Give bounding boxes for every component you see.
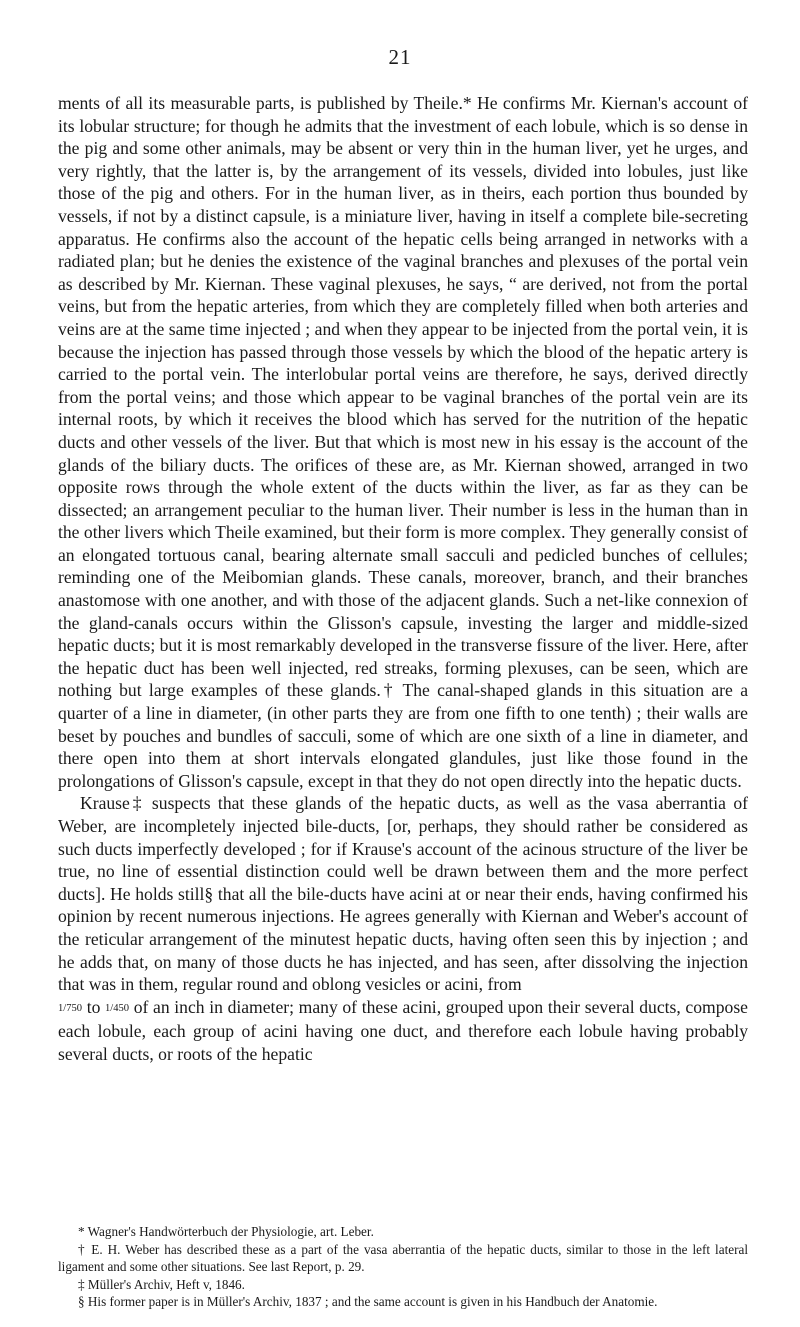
fraction-1: 1/750	[58, 1002, 83, 1014]
footnote-2: † E. H. Weber has described these as a part of the vasa aberrantia of the hepatic ducts, similar to those in the left lateral ligament and some other situations. See last Report, p. 29.	[58, 1241, 748, 1274]
body-text	[58, 92, 748, 1066]
paragraph-3: of an inch in diameter; many of these acini, grouped upon their several ducts, compose each lobule, each group of acini having one duct, and therefore each lobule having probably several ducts, or roots of the hepatic	[58, 996, 748, 1064]
footnote-3: ‡ Müller's Archiv, Heft v, 1846.	[78, 1276, 245, 1292]
paragraph-2-continued	[58, 996, 748, 1066]
footnote-1: * Wagner's Handwörterbuch der Physiologie, art. Leber.	[78, 1224, 374, 1239]
page-number: 21	[388, 45, 412, 69]
footnotes	[58, 1223, 748, 1311]
footnote-4: § His former paper is in Müller's Archiv, 1837 ; and the same account is given in his Handbuch der Anatomie.	[78, 1294, 658, 1309]
fraction-2: 1/450	[105, 1002, 130, 1014]
paragraph-1: ments of all its measurable parts, is published by Theile.* He confirms Mr. Kiernan's account of its lobular structure; for though he admits that the investment of each lobule, which is so dense in the pig and some other animals, may be absent or very thin in the human liver, yet he urges, and very rightly, that the latter is, by the arrangement of its vessels, divided into lobules, just like those of the pig and others. For in the human liver, as in theirs, each portion thus bounded by vessels, if not by a distinct capsule, is a miniature liver, having in itself a complete bile-secreting apparatus. He confirms also the account of the hepatic cells being arranged in networks with a radiated plan; but he denies the existence of the vaginal branches and plexuses of the portal vein as described by Mr. Kiernan. These vaginal plexuses, he says, “ are derived, not from the portal veins, but from the hepatic arteries, from which they are completely filled when both arteries and veins are at the same time injected ; and when they appear to be injected from the portal vein, it is because the injection has passed through those vessels by which the blood of the hepatic artery is carried to the portal vein. The interlobular portal veins are therefore, he says, derived directly from the portal veins; and those which appear to be vaginal branches of the portal vein are its internal roots, by which it receives the blood which has served for the nutrition of the hepatic ducts and other vessels of the liver. But that which is most new in his essay is the account of the glands of the biliary ducts. The orifices of these are, as Mr. Kiernan showed, arranged in two opposite rows through the whole extent of the ducts within the liver, as far as they can be dissected; an arrangement peculiar to the human liver. Their number is less in the human than in the other livers which Theile examined, but their form is more complex. They generally consist of an elongated tortuous canal, bearing alternate small sacculi and pedicled bunches of cellules; reminding one of the Meibomian glands. These canals, moreover, branch, and their branches anastomose with one another, and with those of the adjacent glands. Such a net-like connexion of the gland-canals occurs within the Glisson's capsule, investing the larger and middle-sized hepatic ducts; but it is most remarkably developed in the transverse fissure of the liver. Here, after the hepatic duct has been well injected, red streaks, forming plexuses, can be seen, which are nothing but large examples of these glands.† The canal-shaped glands in this situation are a quarter of a line in diameter, (in other parts they are from one fifth to one tenth) ; their walls are beset by pouches and bundles of sacculi, some of which are one sixth of a line in diameter, and there open into them at short intervals elongated glandules, just like those found in the prolongations of Glisson's capsule, except in that they do not open directly into the hepatic ducts.	[58, 93, 748, 791]
paragraph-2: Krause‡ suspects that these glands of the hepatic ducts, as well as the vasa aberrantia of Weber, are incompletely injected bile-ducts, [or, perhaps, they should rather be considered as such ducts imperfectly developed ; for if Krause's account of the acinous structure of the liver be true, no line of essential distinction could well be drawn between them and the more perfect ducts]. He holds still§ that all the bile-ducts have acini at or near their ends, having confirmed his opinion by recent numerous injections. He agrees generally with Kiernan and Weber's account of the reticular arrangement of the minutest hepatic ducts, having often seen this by injection ; and he adds that, on many of those ducts he has injected, and has seen, after dissolving the injection that was in them, regular round and oblong vesicles or acini, from	[58, 793, 748, 995]
fraction-connector: to	[86, 996, 101, 1017]
